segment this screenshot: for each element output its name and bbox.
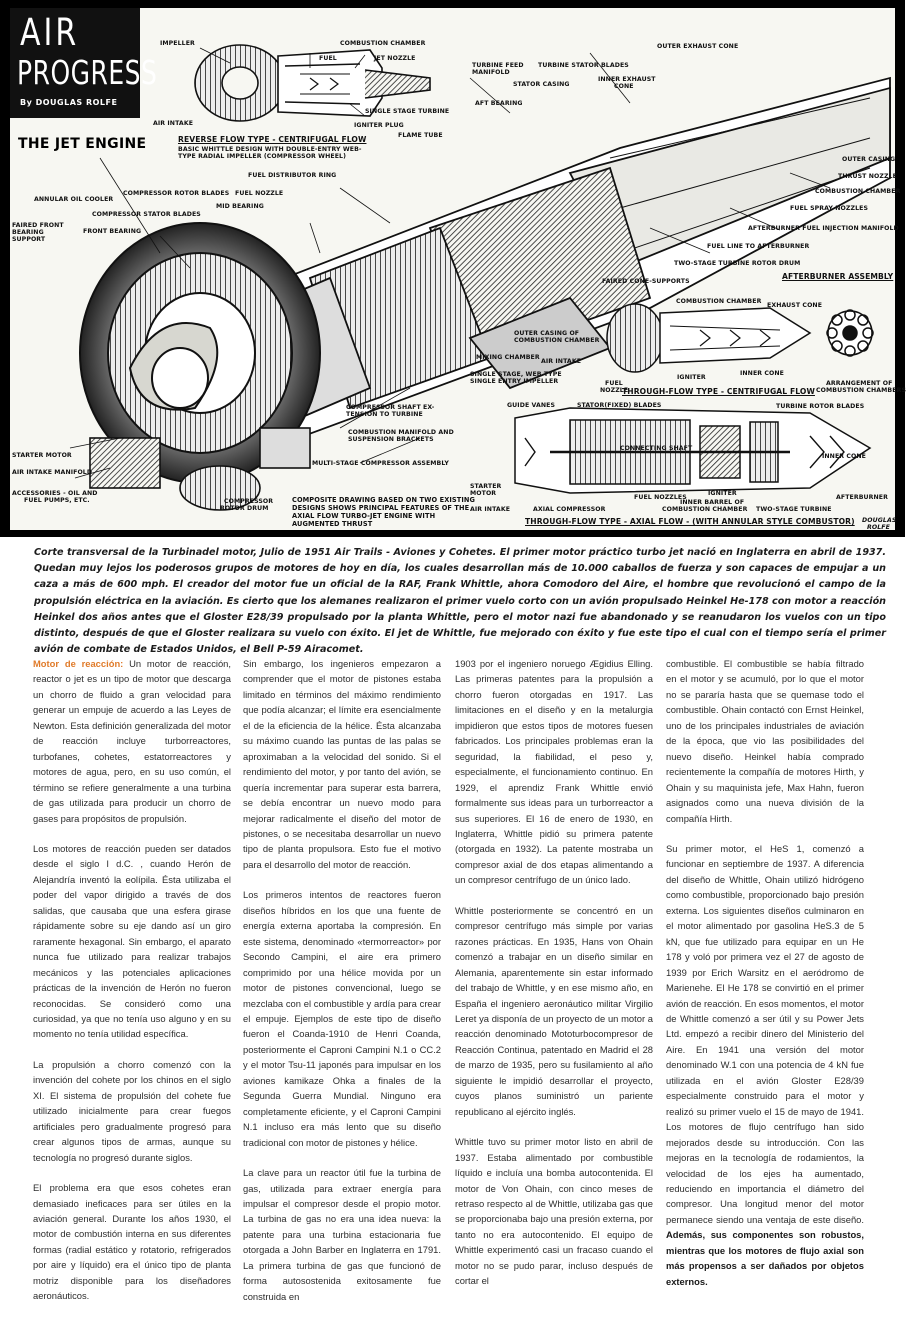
label-reverse-flow-title: REVERSE FLOW TYPE - CENTRIFUGAL FLOW [178, 135, 367, 144]
label-mixing-chamber: MIXING CHAMBER [476, 354, 540, 361]
article-column-4 [666, 656, 864, 1304]
label-fuel-nozzle-mid-1: FUEL [605, 380, 623, 387]
label-stator-casing: STATOR CASING [513, 81, 570, 88]
label-jet-nozzle: JET NOZZLE [374, 55, 416, 62]
label-turbine-rotor-blades: TURBINE ROTOR BLADES [776, 403, 865, 410]
label-air-intake-manifold: AIR INTAKE MANIFOLD [12, 469, 93, 476]
label-starter-motor-2b: MOTOR [470, 490, 497, 497]
label-front-bearing: FRONT BEARING [83, 228, 142, 235]
label-compressor-drum-1: COMPRESSOR [224, 498, 274, 505]
label-compressor-drum-2: ROTOR DRUM [220, 505, 269, 512]
label-combustion-chamber-top: COMBUSTION CHAMBER [340, 40, 426, 47]
label-comb-manifold-2: SUSPENSION BRACKETS [348, 436, 434, 443]
article-paragraph [666, 841, 864, 1289]
label-inner-exhaust-2: CONE [614, 83, 634, 90]
article-paragraph: La propulsión a chorro comenzó con la invención del cohete por los chinos en el siglo XI. El sistema de propulsión del cohete fue utilizado inicialmente para crear fuegos artificiales pero gradualmente progresó para crear algunos tipos de armas, aunque su tecnología no progresó durante siglos. [33, 1058, 231, 1163]
article-paragraph: combustible. El combustible se había filtrado en el motor y se acumuló, por lo que el motor no se pararía hasta que se quemase todo el combustible. Ohain contactó con Ernst Heinkel, uno de los principales industriales de aviación de la época, que vio las posibilidades del nuevo diseño. Heinkel había comprado recientemente la compañía de motores Hirth, y Ohain y su maquinista jefe, Max Hahn, fueron asignados como una nueva división de la compañía Hirth. [666, 658, 864, 824]
article-paragraph: Whittle posteriormente se concentró en un compresor centrífugo más simple por varias razones prácticas. En 1935, Hans von Ohain comenzó a trabajar en un diseño similar en Alemania, aparentemente sin estar informado del trabajo de Whittle, y en ese mismo año, en España el ingeniero aeronáutico militar Virgilio Leret ya disponía de un proyecto de un motor a reacción denominado Mototurbocompresor de Reacción Continua, patentado en Madrid el 28 de marzo de 1935, pero su fusilamiento al año siguiente le impidió desarrollar el proyecto, cuyos planos suministró un pariente republicano al ejército inglés. [455, 904, 653, 1117]
label-air-intake-bottom: AIR INTAKE [470, 506, 511, 513]
illustration-headline: THE JET ENGINE [18, 136, 147, 152]
label-reverse-sub1: BASIC WHITTLE DESIGN WITH DOUBLE-ENTRY WEB- [178, 146, 362, 153]
centrifugal-throughflow-diagram [607, 304, 810, 372]
artist-signature-line1: DOUGLAS [862, 517, 897, 524]
bold-closing-statement: Además, sus componentes son robustos, mientras que los motores de flujo axial son más propensos a ser dañados por objetos externos. [666, 1229, 864, 1287]
label-compressor-stator-blades: COMPRESSOR STATOR BLADES [92, 211, 201, 218]
label-compressor-shaft-2: TENSION TO TURBINE [346, 411, 423, 418]
label-fuel-nozzles-bottom: FUEL NOZZLES [634, 494, 687, 501]
label-arrangement-1: ARRANGEMENT OF [826, 380, 893, 387]
label-exhaust-cone: EXHAUST CONE [767, 302, 823, 309]
label-starter-motor: STARTER MOTOR [12, 452, 72, 459]
label-through-axial: THROUGH-FLOW TYPE - AXIAL FLOW - (WITH ANNULAR STYLE COMBUSTOR) [525, 517, 855, 526]
label-inner-barrel-1: INNER BARREL OF [680, 499, 745, 506]
label-annular-oil-cooler: ANNULAR OIL COOLER [34, 196, 114, 203]
label-fuel-line-afterburner: FUEL LINE TO AFTERBURNER [707, 243, 810, 250]
label-arrangement-2: COMBUSTION CHAMBERS [816, 387, 906, 394]
label-stator-blades: STATOR(FIXED) BLADES [577, 402, 662, 409]
label-fuel-nozzle-mid-2: NOZZLE [600, 387, 629, 394]
label-faired-cone-supports: FAIRED CONE-SUPPORTS [602, 278, 690, 285]
article-paragraph: El problema era que esos cohetes eran demasiado ineficaces para ser útiles en la aviación general. Durante los años 1930, el motor de combustión interna en sus diferentes formas (radial estático y rotatorio, refrigerados por aire y líquido) era el único tipo de planta motriz disponible para los diseñadores aeronáuticos. [33, 1182, 231, 1302]
label-comb-manifold-1: COMBUSTION MANIFOLD AND [348, 429, 454, 436]
label-combustion-chamber-mid: COMBUSTION CHAMBER [676, 298, 762, 305]
label-air-intake-mid: AIR INTAKE [541, 358, 582, 365]
label-fuel-distributor-ring: FUEL DISTRIBUTOR RING [248, 172, 337, 179]
article-paragraph: Los primeros intentos de reactores fueron diseños híbridos en los que una fuente de energía externa aportaba la compresión. En este sistema, denominado «termorreactor» por Secondo Campini, el aire era primero comprimido por una hélice movida por un motor de pistones convencional, luego se mezclaba con el combustible y ardía para crear el empuje. Ejemplos de este tipo de diseño fueron el Coanda-1910 de Henri Coanda, posteriormente el Caproni Campini N.1 o CC.2 y el motor Tsu-11 japonés para impulsar en los aviones kamikaze Ohka a finales de la Segunda Guerra Mundial. Ninguno era completamente eficiente, y el Caproni Campini N.1 incluso era más lento que su diseño tradicional con motor de pistones y hélice. [243, 889, 441, 1148]
label-compressor-shaft-1: COMPRESSOR SHAFT EX- [346, 404, 435, 411]
label-igniter-mid: IGNITER [677, 374, 706, 381]
label-single-stage-turbine: SINGLE STAGE TURBINE [365, 108, 450, 115]
label-aft-bearing: AFT BEARING [475, 100, 523, 107]
article-paragraph: Whittle tuvo su primer motor listo en abril de 1937. Estaba alimentado por combustible líquido e incluía una bomba autocontenida. El motor de Von Ohain, con cinco meses de retraso respecto al de Whittle, utilizaba gas que se proporcionaba bajo una presión externa, por tanto no era autocontenido. El equipo de Whittle experimentó casi un fracaso cuando el motor no se pudo parar, incluso después de cortar el [455, 1136, 653, 1287]
masthead-byline: By DOUGLAS ROLFE [20, 98, 118, 107]
label-through-centrifugal: THROUGH-FLOW TYPE - CENTRIFUGAL FLOW [622, 387, 815, 396]
label-single-stage-web-1: SINGLE STAGE, WEB TYPE [470, 371, 562, 378]
label-outer-exhaust-cone: OUTER EXHAUST CONE [657, 43, 739, 50]
label-inner-cone-bottom: INNER CONE [822, 453, 867, 460]
label-accessories-1: ACCESSORIES - OIL AND [12, 490, 98, 497]
label-faired-front-2: BEARING [12, 229, 44, 236]
article-column-1 [33, 656, 231, 1319]
artist-signature-line2: ROLFE [867, 524, 890, 531]
label-outer-casing: OUTER CASING [842, 156, 896, 163]
masthead-line-air: AIR [20, 11, 80, 55]
article-column-3 [455, 656, 653, 1304]
label-air-intake-top: AIR INTAKE [153, 120, 194, 127]
label-two-stage-rotor-drum: TWO-STAGE TURBINE ROTOR DRUM [674, 260, 801, 267]
label-fuel: FUEL [319, 55, 337, 62]
label-reverse-sub2: TYPE RADIAL IMPELLER (COMPRESSOR WHEEL) [178, 153, 346, 160]
paragraph-text: Un motor de reacción, reactor o jet es un tipo de motor que descarga un chorro de fluido a gran velocidad para generar un empuje de acuerdo a las Leyes de Newton. Esta definición generalizada del motor de reacción incluye turborreactores, turbofanes, cohetes, estatorreactores y motores de agua, pero, en su uso común, el término se refiere generalmente a una turbina de gas utilizada para producir un chorro de gases para propósitos de propulsión. [33, 658, 231, 824]
afterburner-diagram [827, 310, 873, 356]
article-paragraph: Los motores de reacción pueden ser datados desde el siglo I d.C. , cuando Herón de Alejandría inventó la eolípila. Ésta utilizaba el poder del vapor dirigido a través de dos salidas, que causaba que una esfera girase rápidamente sobre su eje dando así un giro raramente hexagonal. Sin embargo, el aparato nunca fue utilizado para realizar trabajos mecánicos y las potenciales aplicaciones prácticas de la invención de Herón no fueron reconocidas. Se consideró como una curiosidad, ya que no tenía uso alguno y en su momento no tenía utilidad específica. [33, 842, 231, 1040]
label-impeller: IMPELLER [160, 40, 195, 47]
label-fuel-nozzle-left: FUEL NOZZLE [235, 190, 284, 197]
article-paragraph [33, 656, 231, 826]
illustration-caption: Corte transversal de la Turbinadel motor, Julio de 1951 Air Trails - Aviones y Cohetes. El primer motor práctico turbo jet nació en Inglaterra en abril de 1937. Quedan muy lejos los poderosos grupos de motores de hoy en día, los cuales desarrollan más de 10.000 caballos de fuerza y son capaces de empujar a un caza a más de 600 mph. El creador del motor fue un oficial de la RAF, Frank Whittle, ahora Comodoro del Aire, el hombre que revolucionó el campo de la propulsión eléctrica en la aviación. Es cierto que los alemanes realizaron el primer vuelo corto con un avión propulsado Heinkel He-178 con motor a reacción Heinkel dos años antes que el Gloster E28/39 propulsado por la planta Whittle, pero el motor nazi fue abandonado y se reanudaron los vuelos con un tipo distinto, después de que el Gloster realizara su vuelo con éxito. El jet de Whittle, fue mejorado con éxito y fue este tipo el cual con el tiempo sería el primer avión de combate de Estados Unidos, el Bell P-59 Airacomet. [34, 547, 886, 656]
paragraph-text: Su primer motor, el HeS 1, comenzó a funcionar en septiembre de 1937. A diferencia del diseño de Whittle, Ohain utilizó hidrógeno como combustible, proporcionado bajo presión externa. Los siguientes diseños culminaron en el motor alimentado por gasolina HeS.3 de 5 kN, que fue utilizado para equipar en un He 178 y voló por primera vez el 27 de agosto de 1939 por Erich Warsitz en el aeródromo de Marienehe. El He 178 se convirtió en el primer avión de reacción. En esos momentos, el motor de Whittle comenzó a ser útil y su Power Jets Ltd. empezó a recibir dinero del Ministerio del Aire. En 1941 una versión del motor denominado W.1 con una potencia de 4 kN fue utilizada en el avión Gloster E28/39 especialmente construido para el motor y realizó su primer vuelo el 15 de mayo de 1941. Los motores de flujo centrífugo han sido mejorados desde su introducción. Con las mejoras en la tecnología de rodamientos, la velocidad de los ejes ha aumentado, reduciendo en importancia el diámetro del compresor. Una longitud menor del motor permanece siendo una ventaja de este diseño. [666, 842, 865, 1225]
label-inner-barrel-2: COMBUSTION CHAMBER [662, 506, 748, 513]
article-paragraph: Sin embargo, los ingenieros empezaron a comprender que el motor de pistones estaba limitado en términos del máximo rendimiento que podía alcanzar; el límite era esencialmente el de la eficiencia de la hélice. Ésta alcanzaba su máximo cuando las puntas de las palas se aproximaban a la velocidad del sonido. Si el rendimiento del motor, y por tanto del avión, se quería incrementar para superar esta barrera, se debía encontrar un nuevo modo para mejorar radicalmente el diseño del motor de pistones, o se necesitaba desarrollar un nuevo tipo de planta propulsora. Esto fue el motivo para el desarrollo del motor de reacción. [243, 658, 441, 870]
label-multi-stage: MULTI-STAGE COMPRESSOR ASSEMBLY [312, 460, 450, 467]
label-inner-exhaust-1: INNER EXHAUST [598, 76, 656, 83]
label-outer-casing-comp-2: COMBUSTION CHAMBER [514, 337, 600, 344]
label-starter-motor-2a: STARTER [470, 483, 502, 490]
section-lead: Motor de reacción: [33, 658, 124, 669]
composite-note: COMPOSITE DRAWING BASED ON TWO EXISTING DESIGNS SHOWS PRINCIPAL FEATURES OF THE AXIAL FLOW TURBO-JET ENGINE WITH AUGMENTED THRUST [292, 496, 476, 528]
label-single-stage-web-2: SINGLE ENTRY IMPELLER [470, 378, 559, 385]
label-connecting-shaft: CONNECTING SHAFT [620, 445, 693, 452]
label-accessories-2: FUEL PUMPS, ETC. [24, 497, 90, 504]
label-afterburner-assembly: AFTERBURNER ASSEMBLY [782, 272, 894, 281]
label-axial-compressor: AXIAL COMPRESSOR [533, 506, 606, 513]
label-combustion-chamber-right: COMBUSTION CHAMBER [815, 188, 901, 195]
label-faired-front-1: FAIRED FRONT [12, 222, 64, 229]
label-turbine-feed-1: TURBINE FEED [472, 62, 524, 69]
label-igniter-plug: IGNITER PLUG [354, 122, 404, 129]
magazine-masthead [10, 8, 158, 118]
label-afterburner-injection: AFTERBURNER FUEL INJECTION MANIFOLD [748, 225, 899, 232]
label-guide-vanes: GUIDE VANES [507, 402, 556, 409]
label-fuel-spray-nozzles: FUEL SPRAY NOZZLES [790, 205, 868, 212]
label-turbine-stator-blades: TURBINE STATOR BLADES [538, 62, 629, 69]
label-outer-casing-comp-1: OUTER CASING OF [514, 330, 580, 337]
label-two-stage-turbine: TWO-STAGE TURBINE [756, 506, 832, 513]
article-paragraph: 1903 por el ingeniero noruego Ægidius Elling. Las primeras patentes para la propulsión a chorro fueron otorgadas en 1917. Las limitaciones en el diseño y en la metalurgia impidieron que estos tipos de motores fuesen fabricados. Los principales problemas eran la seguridad, la fiabilidad, el peso y, especialmente, el funcionamiento continuo. En 1929, el aprendiz Frank Whittle envió formalmente sus ideas para un turborreactor a sus superiores. El 16 de enero de 1930, en Inglaterra, Whittle pidió su primera patente (otorgada en 1932). La patente mostraba un compresor axial de dos etapas alimentando a un compresor centrífugo de un único lado. [455, 658, 653, 886]
label-afterburner-bottom: AFTERBURNER [836, 494, 889, 501]
label-thrust-nozzle: THRUST NOZZLE [838, 173, 897, 180]
jet-engine-illustration [0, 0, 905, 537]
label-mid-bearing: MID BEARING [216, 203, 264, 210]
axial-throughflow-diagram [515, 408, 870, 493]
label-inner-cone-mid: INNER CONE [740, 370, 785, 377]
label-igniter-bottom: IGNITER [708, 490, 737, 497]
label-turbine-feed-2: MANIFOLD [472, 69, 510, 76]
label-compressor-rotor-blades: COMPRESSOR ROTOR BLADES [123, 190, 230, 197]
masthead-line-progress: PROGRESS [17, 54, 158, 92]
article-column-2 [243, 656, 441, 1319]
label-faired-front-3: SUPPORT [12, 236, 46, 243]
label-flame-tube: FLAME TUBE [398, 132, 443, 139]
article-paragraph: La clave para un reactor útil fue la turbina de gas, utilizada para extraer energía para impulsar el compresor desde el propio motor. La turbina de gas no era una idea nueva: la patente para una turbina estacionaria fue otorgada a John Barber en Inglaterra en 1791. La primera turbina de gas que funcionó de forma autosostenida exitosamente fue construida en [243, 1167, 441, 1302]
